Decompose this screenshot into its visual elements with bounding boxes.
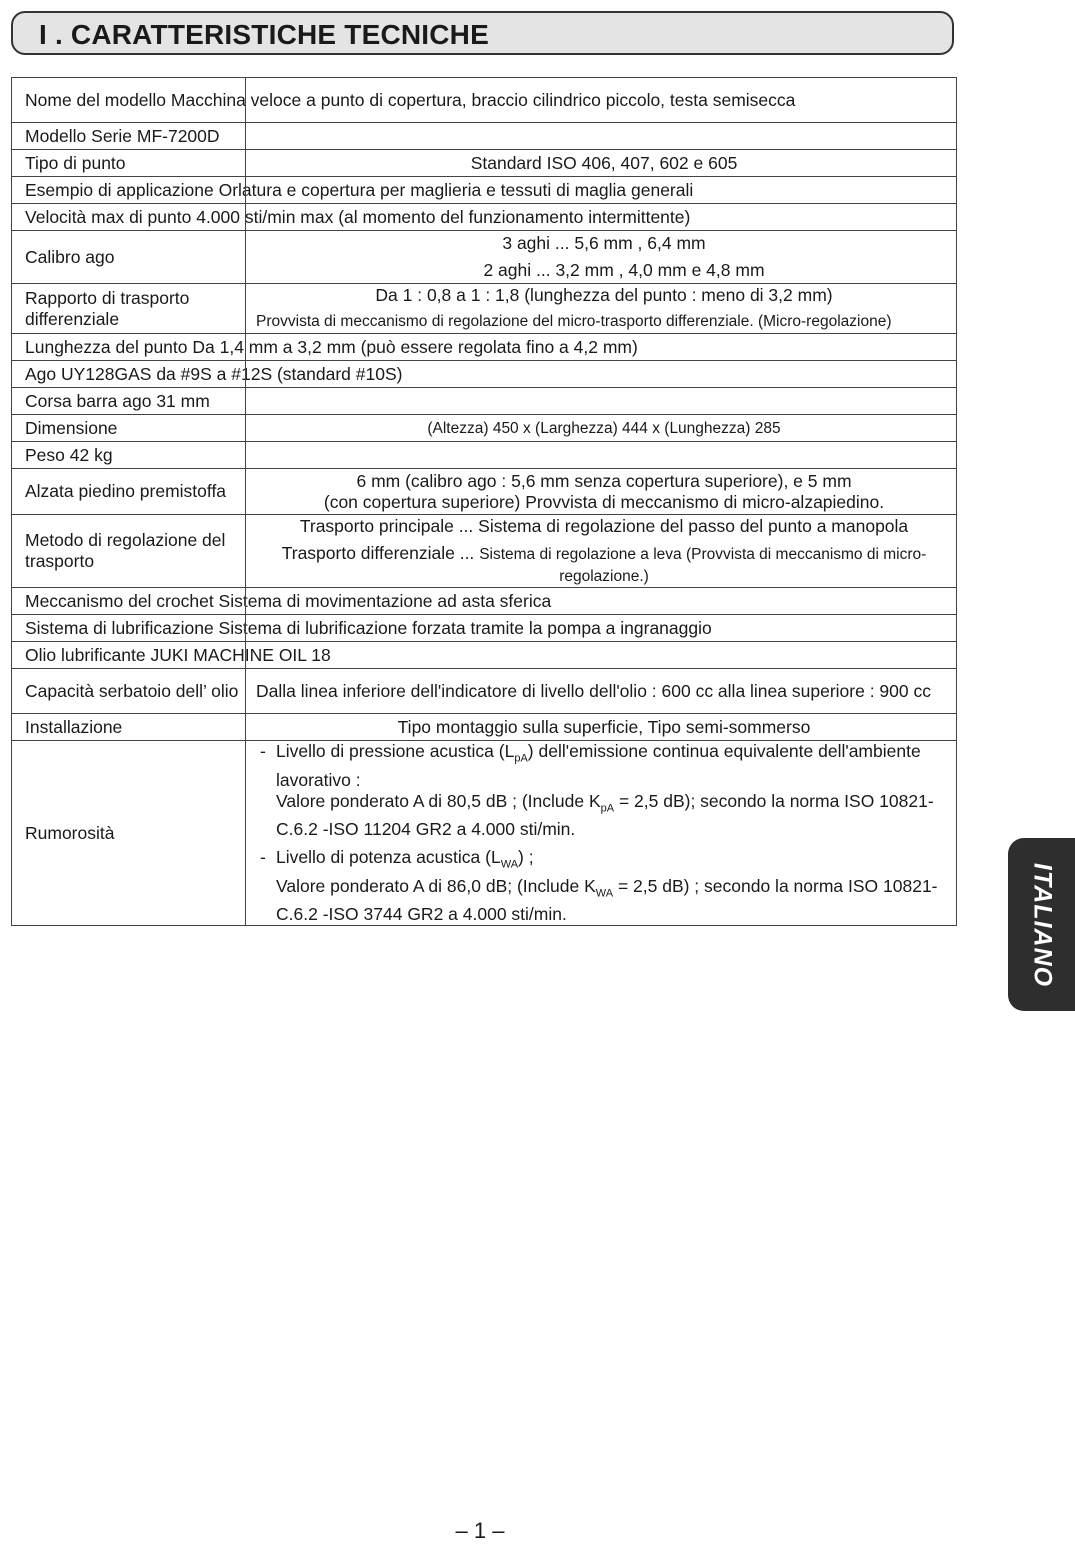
spec-label-dimensione: Dimensione	[12, 415, 246, 442]
table-row	[12, 442, 957, 469]
spec-label-tipo-punto: Tipo di punto	[12, 150, 246, 177]
spec-velocita: Velocità max di punto 4.000 sti/min max (al momento del funzionamento intermittente)	[25, 206, 691, 227]
spec-value-calibro-1: 3 aghi ... 5,6 mm , 6,4 mm	[502, 233, 706, 253]
spec-label-alzata: Alzata piedino premistoffa	[12, 469, 246, 515]
table-row	[12, 642, 957, 669]
specifications-table	[11, 77, 957, 926]
table-row	[12, 231, 957, 284]
section-title-box	[11, 11, 954, 55]
spec-value-installazione: Tipo montaggio sulla superficie, Tipo semi-sommerso	[246, 714, 957, 741]
spec-olio: Olio lubrificante JUKI MACHINE OIL 18	[25, 644, 331, 665]
spec-nome-modello: Nome del modello Macchina veloce a punto di copertura, braccio cilindrico piccolo, testa semisecca	[25, 89, 796, 110]
table-row	[12, 150, 957, 177]
table-row	[12, 334, 957, 361]
spec-label-metodo: Metodo di regolazione del trasporto	[12, 515, 246, 588]
table-row	[12, 204, 957, 231]
table-row	[12, 515, 957, 588]
table-row	[12, 588, 957, 615]
page-number: – 1 –	[455, 1518, 505, 1543]
table-row	[12, 361, 957, 388]
spec-value-capacita: Dalla linea inferiore dell'indicatore di livello dell'olio : 600 cc alla linea superiore : 900 cc	[246, 669, 957, 714]
table-row	[12, 78, 957, 123]
table-row	[12, 714, 957, 741]
spec-crochet: Meccanismo del crochet Sistema di movimentazione ad asta sferica	[25, 590, 552, 611]
spec-corsa: Corsa barra ago 31 mm	[25, 390, 210, 411]
table-row	[12, 469, 957, 515]
spec-value-tipo-punto: Standard ISO 406, 407, 602 e 605	[246, 150, 957, 177]
spec-value-alzata-2: (con copertura superiore) Provvista di meccanismo di micro-alzapiedino.	[323, 491, 885, 512]
spec-lunghezza: Lunghezza del punto Da 1,4 mm a 3,2 mm (può essere regolata fino a 4,2 mm)	[25, 336, 638, 357]
noise-item-power: - Livello di potenza acustica $(L_{WA})$ ; Valore ponderato A di 86,0 dB; (Include $K_{WA} = 2,5$ dB) ; secondo la norma ISO 10821- C.6.2 -ISO 3744 GR2 a 4.000 sti/min.	[256, 847, 952, 925]
spec-label-installazione: Installazione	[12, 714, 246, 741]
spec-label-rapporto: Rapporto di trasporto differenziale	[12, 284, 246, 334]
spec-value-rapporto-2: Provvista di meccanismo di regolazione del micro-trasporto differenziale. (Micro-regolazione)	[256, 313, 892, 330]
spec-value-metodo-2a: Trasporto differenziale ...	[281, 542, 475, 563]
table-row	[12, 615, 957, 642]
spec-modello: Modello Serie MF-7200D	[25, 125, 220, 146]
spec-value-calibro-2: 2 aghi ... 3,2 mm , 4,0 mm e 4,8 mm	[483, 260, 765, 280]
spec-esempio: Esempio di applicazione Orlatura e copertura per maglieria e tessuti di maglia generali	[25, 179, 694, 200]
table-row	[12, 415, 957, 442]
table-row	[12, 388, 957, 415]
spec-value-rapporto-1: Da 1 : 0,8 a 1 : 1,8 (lunghezza del punto : meno di 3,2 mm)	[375, 285, 833, 305]
section-title: I . CARATTERISTICHE TECNICHE	[39, 19, 489, 50]
table-row	[12, 741, 957, 926]
spec-value-alzata-1: 6 mm (calibro ago : 5,6 mm senza copertura superiore), e 5 mm	[356, 470, 852, 491]
language-tab-label: ITALIANO	[1028, 862, 1056, 987]
table-row	[12, 123, 957, 150]
table-row	[12, 284, 957, 334]
spec-lubrificazione: Sistema di lubrificazione Sistema di lubrificazione forzata tramite la pompa a ingranaggio	[25, 617, 712, 638]
spec-label-capacita: Capacità serbatoio dell’ olio	[12, 669, 246, 714]
spec-value-dimensione: (Altezza) 450 x (Larghezza) 444 x (Lunghezza) 285	[246, 415, 957, 442]
spec-ago: Ago UY128GAS da #9S a #12S (standard #10S)	[25, 363, 403, 384]
spec-value-metodo-2b: Sistema di regolazione a leva (Provvista di meccanismo di micro-regolazione.)	[479, 545, 927, 585]
spec-label-calibro: Calibro ago	[12, 231, 246, 284]
table-row	[12, 177, 957, 204]
spec-value-metodo-1: Trasporto principale ... Sistema di regolazione del passo del punto a manopola	[299, 515, 909, 536]
language-tab	[1008, 838, 1075, 1011]
spec-label-rumorosita: Rumorosità	[12, 741, 246, 926]
noise-item-pressure: - Livello di pressione acustica $(L_{pA})$ dell'emissione continua equivalente dell'ambiente lavorativo : Valore ponderato A di 80,5 dB ; (Include $K_{pA} = 2,5$ dB); secondo la norma ISO 10821- C.6.2 -ISO 11204 GR2 a 4.000 sti/min.	[256, 741, 952, 840]
spec-peso: Peso 42 kg	[25, 444, 113, 465]
table-row	[12, 669, 957, 714]
